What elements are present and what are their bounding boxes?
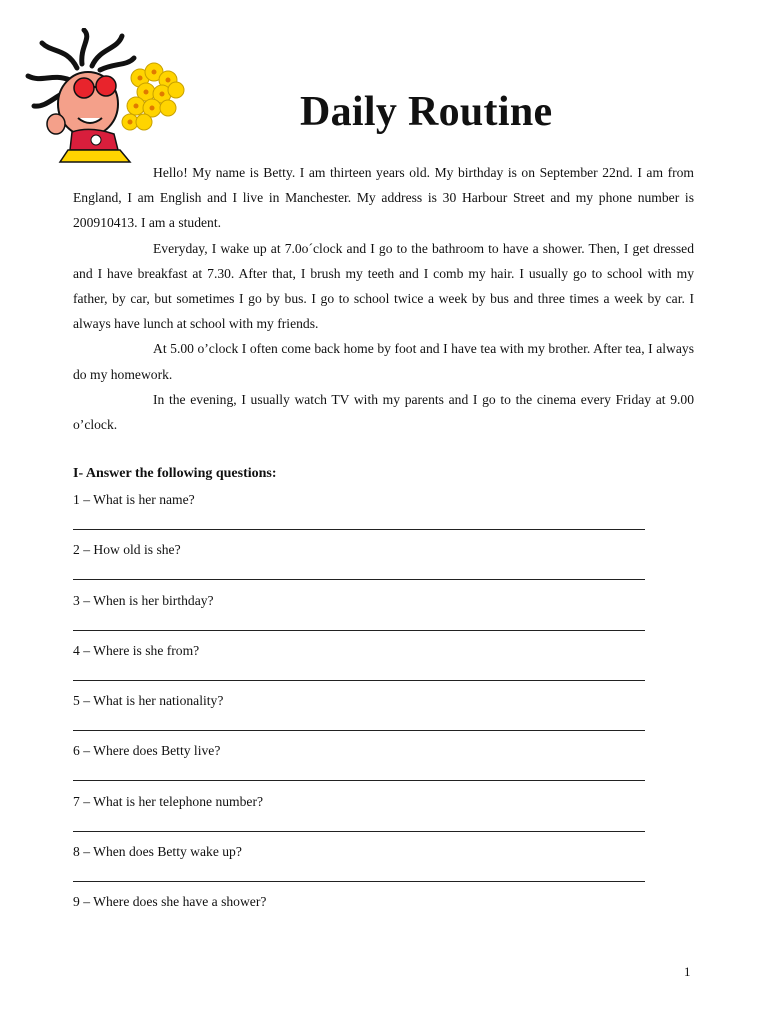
cartoon-girl-with-flowers-icon xyxy=(22,28,190,164)
question-item xyxy=(73,741,653,791)
answer-line[interactable] xyxy=(73,730,645,731)
question-item xyxy=(73,691,653,741)
answer-line[interactable] xyxy=(73,831,645,832)
question-item xyxy=(73,892,653,942)
story-paragraph: Everyday, I wake up at 7.0o´clock and I go to the bathroom to have a shower. Then, I get dressed and I have breakfast at 7.30. After that, I brush my teeth and I comb my hair. I usually go to school with my father, by car, but sometimes I go by bus. I go to school twice a week by bus and three times a week by car. I always have lunch at school with my friends. xyxy=(73,240,694,332)
question-text: 5 – What is her nationality? xyxy=(73,693,224,709)
question-item xyxy=(73,540,653,590)
question-text: 3 – When is her birthday? xyxy=(73,592,214,608)
question-text: 2 – How old is she? xyxy=(73,542,181,558)
exercise-heading: I- Answer the following questions: xyxy=(73,466,277,481)
question-text: 9 – Where does she have a shower? xyxy=(73,894,267,910)
question-text: 4 – Where is she from? xyxy=(73,642,200,658)
question-list xyxy=(73,490,653,943)
question-item xyxy=(73,842,653,892)
question-item xyxy=(73,792,653,842)
answer-line[interactable] xyxy=(73,529,645,530)
answer-line[interactable] xyxy=(73,780,645,781)
question-text: 1 – What is her name? xyxy=(73,492,195,507)
question-item xyxy=(73,641,653,691)
answer-line[interactable] xyxy=(73,680,645,681)
question-text: 6 – Where does Betty live? xyxy=(73,743,221,759)
story-paragraph: At 5.00 o’clock I often come back home by foot and I have tea with my brother. After tea, I always do my homework. xyxy=(73,341,694,382)
answer-line[interactable] xyxy=(73,579,645,580)
question-text: 7 – What is her telephone number? xyxy=(73,793,264,809)
page-number: 1 xyxy=(684,964,691,979)
story-text xyxy=(73,160,694,437)
story-paragraph: Hello! My name is Betty. I am thirteen years old. My birthday is on September 22nd. I am from England, I am English and I live in Manchester. My address is 30 Harbour Street and my phone number is 200910413. I am a student. xyxy=(73,165,694,231)
question-text: 8 – When does Betty wake up? xyxy=(73,844,242,860)
page-title: Daily Routine xyxy=(300,89,553,135)
answer-line[interactable] xyxy=(73,630,645,631)
question-item xyxy=(73,490,653,540)
question-item xyxy=(73,591,653,641)
story-paragraph: In the evening, I usually watch TV with my parents and I go to the cinema every Friday at 9.00 o’clock. xyxy=(73,391,694,433)
answer-line[interactable] xyxy=(73,881,645,882)
